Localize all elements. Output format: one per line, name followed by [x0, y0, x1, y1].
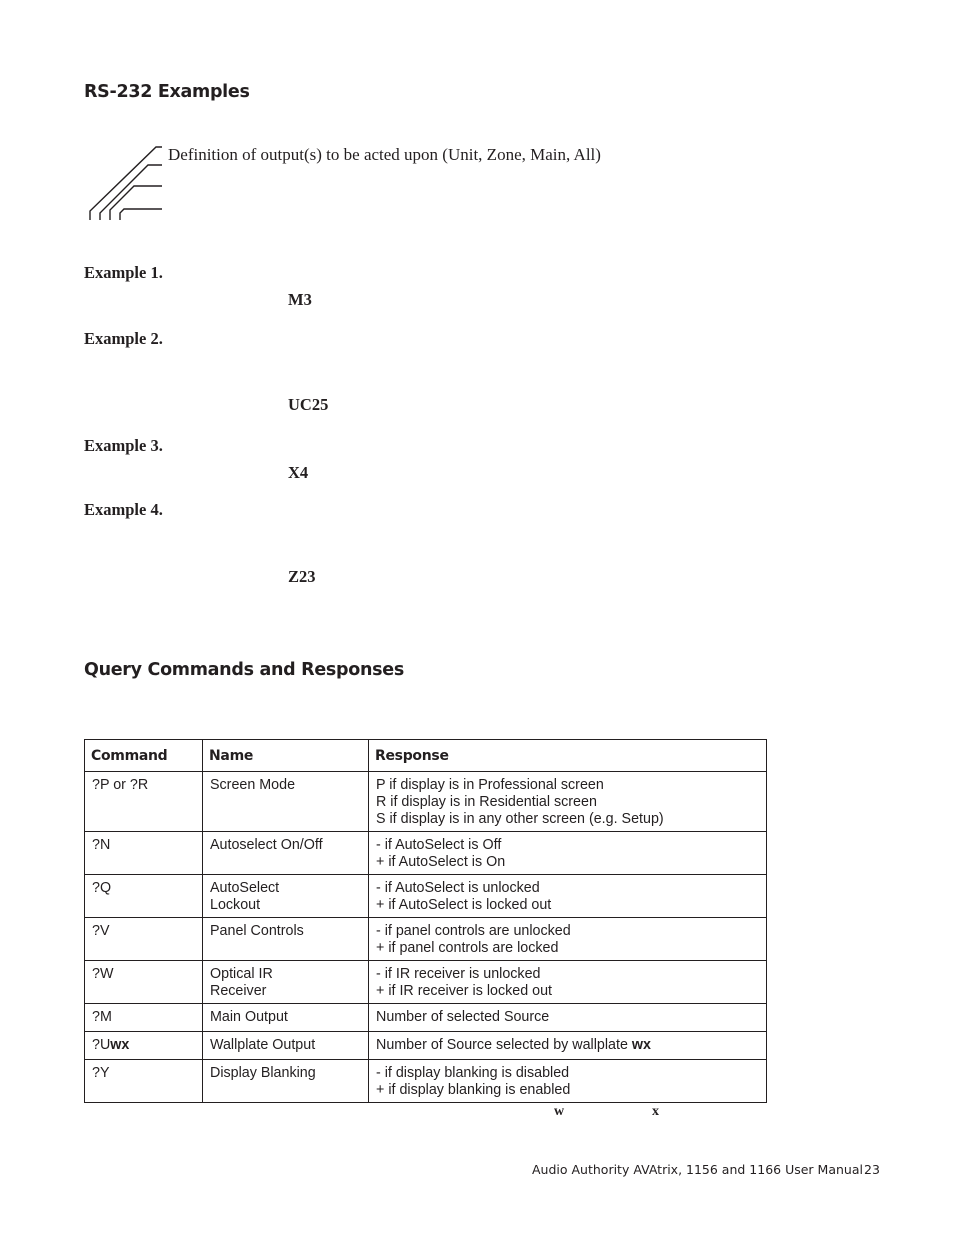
cell-response: [369, 875, 767, 918]
cell-command: [85, 1032, 203, 1060]
name-text: Optical IR: [210, 966, 273, 982]
cell-command: [85, 1004, 203, 1032]
header-command: Command: [85, 740, 203, 772]
section-title-rs232: RS-232 Examples: [84, 82, 250, 102]
table-row: [85, 875, 767, 918]
table-row: [85, 961, 767, 1004]
note-x: x: [652, 1104, 659, 1119]
command-param-text: wx: [110, 1037, 130, 1053]
header-response: Response: [369, 740, 767, 772]
cell-response: [369, 832, 767, 875]
bracket-line-3: [110, 186, 162, 220]
query-commands-table: [84, 739, 767, 1103]
cell-response: [369, 1060, 767, 1103]
name-text: Screen Mode: [210, 777, 296, 793]
command-text: ?U: [92, 1037, 111, 1053]
response-line: Number of selected Source: [376, 1009, 550, 1025]
cell-name: [203, 832, 369, 875]
example-4-label: Example 4.: [84, 500, 163, 519]
example-3-label: Example 3.: [84, 436, 163, 455]
cell-response: [369, 1032, 767, 1060]
footer-title: Audio Authority AVAtrix, 1156 and 1166 User Manual: [532, 1162, 863, 1177]
response-line: R if display is in Residential screen: [376, 794, 597, 810]
section-title-query: Query Commands and Responses: [84, 660, 404, 680]
response-line: P if display is in Professional screen: [376, 777, 604, 793]
name-text: Main Output: [210, 1009, 288, 1025]
name-text: Autoselect On/Off: [210, 837, 323, 853]
cell-name: [203, 918, 369, 961]
example-1-label: Example 1.: [84, 263, 163, 282]
table-row: [85, 1032, 767, 1060]
cell-command: [85, 832, 203, 875]
example-1-command: M3: [288, 290, 312, 309]
command-text: ?Y: [92, 1065, 110, 1081]
table-header-row: [85, 740, 767, 772]
table-row: [85, 1060, 767, 1103]
cell-command: [85, 1060, 203, 1103]
response-line: - if panel controls are unlocked: [376, 923, 571, 939]
note-w: w: [554, 1104, 565, 1119]
command-text: ?P or ?R: [92, 777, 149, 793]
response-line: - if AutoSelect is Off: [376, 837, 502, 853]
cell-name: [203, 961, 369, 1004]
command-text: ?W: [92, 966, 114, 982]
response-line: + if AutoSelect is On: [376, 854, 506, 870]
cell-response: [369, 772, 767, 832]
command-text: ?M: [92, 1009, 112, 1025]
name-text: Receiver: [210, 983, 267, 999]
cell-response: [369, 918, 767, 961]
header-name: Name: [203, 740, 369, 772]
response-line: + if display blanking is enabled: [376, 1082, 571, 1098]
cell-response: [369, 961, 767, 1004]
bracket-line-4: [120, 209, 162, 220]
definition-text: Definition of output(s) to be acted upon (Unit, Zone, Main, All): [168, 145, 601, 164]
response-param-text: wx: [631, 1037, 651, 1053]
name-text: Panel Controls: [210, 923, 304, 939]
cell-name: [203, 875, 369, 918]
name-text: Lockout: [210, 897, 261, 913]
cell-name: [203, 1032, 369, 1060]
table-row: [85, 1004, 767, 1032]
cell-command: [85, 875, 203, 918]
table-row: [85, 772, 767, 832]
table-row: [85, 832, 767, 875]
example-4-command: Z23: [288, 567, 316, 586]
example-2-label: Example 2.: [84, 329, 163, 348]
example-2-command: UC25: [288, 395, 329, 414]
cell-name: [203, 772, 369, 832]
cell-name: [203, 1004, 369, 1032]
name-text: Wallplate Output: [210, 1037, 316, 1053]
page-number: 23: [864, 1162, 880, 1177]
response-line: Number of Source selected by wallplate: [376, 1037, 632, 1053]
response-line: + if AutoSelect is locked out: [376, 897, 552, 913]
name-text: Display Blanking: [210, 1065, 316, 1081]
cell-name: [203, 1060, 369, 1103]
response-line: + if panel controls are locked: [376, 940, 559, 956]
command-text: ?Q: [92, 880, 112, 896]
cell-command: [85, 918, 203, 961]
response-line: + if IR receiver is locked out: [376, 983, 553, 999]
cell-command: [85, 772, 203, 832]
cell-command: [85, 961, 203, 1004]
command-text: ?N: [92, 837, 111, 853]
cell-response: [369, 1004, 767, 1032]
response-line: S if display is in any other screen (e.g. Setup): [376, 811, 664, 827]
command-text: ?V: [92, 923, 110, 939]
response-line: - if IR receiver is unlocked: [376, 966, 541, 982]
definition-bracket-diagram: [86, 144, 166, 222]
table-row: [85, 918, 767, 961]
response-line: - if display blanking is disabled: [376, 1065, 570, 1081]
name-text: AutoSelect: [210, 880, 280, 896]
response-line: - if AutoSelect is unlocked: [376, 880, 540, 896]
example-3-command: X4: [288, 463, 309, 482]
